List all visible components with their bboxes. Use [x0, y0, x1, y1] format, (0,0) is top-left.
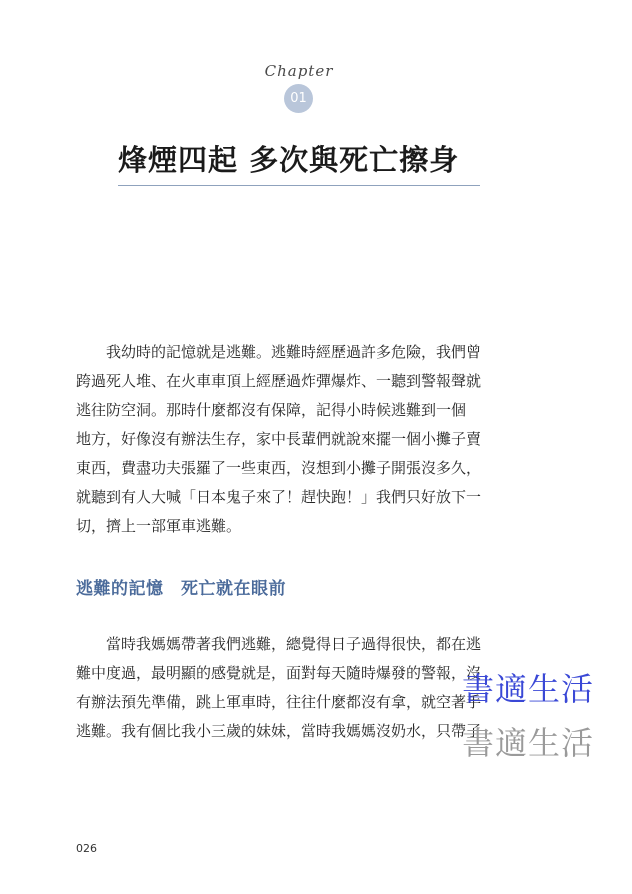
text-line: 就聽到有人大喊「日本鬼子來了！趕快跑！」我們只好放下一 — [76, 488, 482, 506]
chapter-number-badge: 01 — [284, 84, 313, 113]
page-number: 026 — [76, 842, 97, 855]
text-line: 切，擠上一部軍車逃難。 — [76, 517, 242, 535]
paragraph-1 — [76, 338, 520, 541]
watermark-gray: 書適生活 — [462, 724, 595, 762]
chapter-title: 烽煙四起 多次與死亡擦身 — [118, 138, 480, 186]
text-line: 當時我媽媽帶著我們逃難，總覺得日子過得很快，都在逃 — [106, 635, 482, 653]
watermark-blue: 書適生活 — [462, 670, 595, 708]
text-line: 逃往防空洞。那時什麼都沒有保障，記得小時候逃難到一個 — [76, 401, 467, 419]
text-line: 跨過死人堆、在火車車頂上經歷過炸彈爆炸、一聽到警報聲就 — [76, 372, 482, 390]
text-line: 有辦法預先準備，跳上軍車時，往往什麼都沒有拿，就空著手 — [76, 693, 482, 711]
chapter-script-label: Chapter — [264, 62, 334, 80]
text-line: 難中度過，最明顯的感覺就是，面對每天隨時爆發的警報，沒 — [76, 664, 482, 682]
section-heading: 逃難的記憶 死亡就在眼前 — [76, 579, 286, 599]
text-line: 地方，好像沒有辦法生存，家中長輩們就說來擺一個小攤子賣 — [76, 430, 482, 448]
paragraph-2 — [76, 630, 520, 746]
text-line: 我幼時的記憶就是逃難。逃難時經歷過許多危險，我們曾 — [106, 343, 482, 361]
text-line: 東西，費盡功夫張羅了一些東西，沒想到小攤子開張沒多久， — [76, 459, 482, 477]
text-line: 逃難。我有個比我小三歲的妹妹，當時我媽媽沒奶水，只帶了 — [76, 722, 482, 740]
